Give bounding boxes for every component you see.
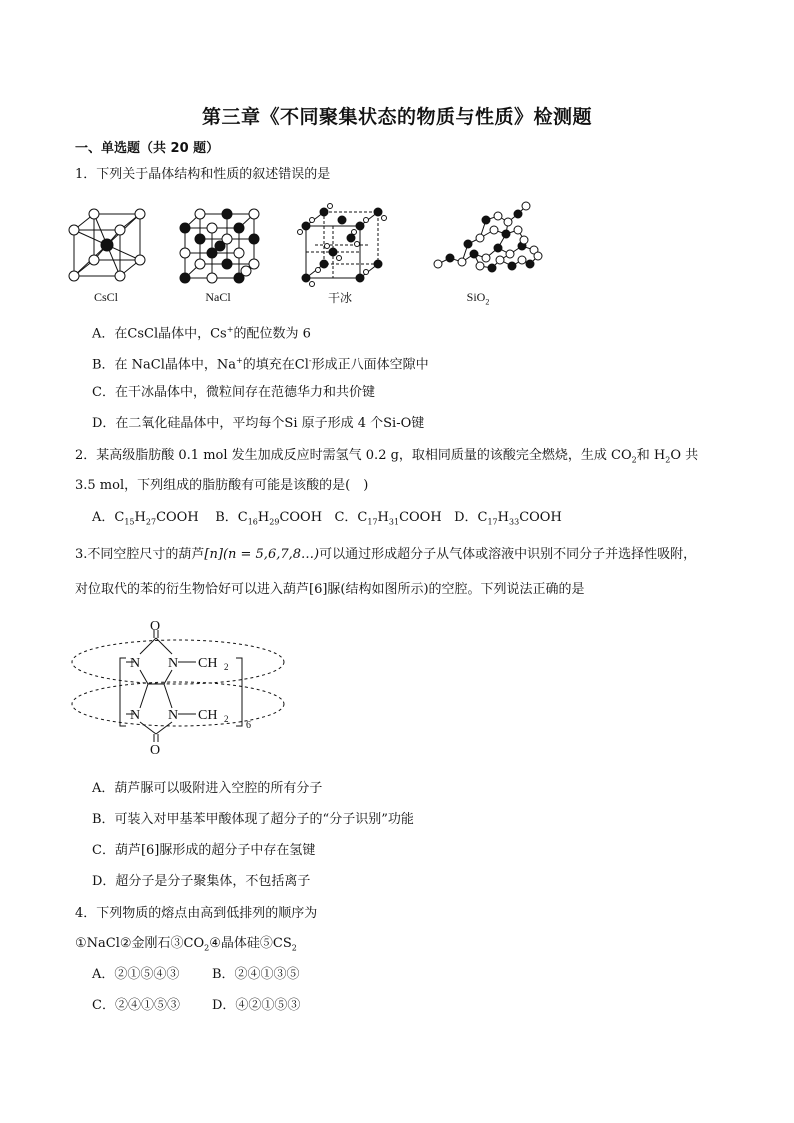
q2-options: [92, 509, 562, 532]
sio2-structure: [434, 202, 542, 272]
crystal-structures-figure: [60, 200, 560, 290]
q1-option-a: A．在CsCl晶体中，Cs+的配位数为 6: [92, 325, 311, 342]
struct-ch2-top: CH: [198, 656, 218, 671]
q2-option-d: D．$C_{17}H_{33}COOH$: [454, 510, 562, 527]
q3-option-d: D．超分子是分子聚集体，不包括离子: [92, 874, 311, 889]
q1-option-c: C．在干冰晶体中，微粒间存在范德华力和共价键: [92, 385, 375, 400]
cucurbituril-structure: [68, 620, 298, 760]
q3-stem-line1: 3.不同空腔尺寸的葫芦[n](n = 5,6,7,8…)可以通过形成超分子从气体或溶液中识别不同分子并选择性吸附，: [75, 547, 697, 562]
struct-ch2-bottom: CH: [198, 708, 218, 723]
q2-option-a: A．$C_{15}H_{27}COOH$: [92, 510, 199, 527]
caption-nacl: NaCl: [205, 290, 231, 304]
q2-stem-line2: 3.5 mol，下列组成的脂肪酸有可能是该酸的是( ): [75, 478, 369, 493]
caption-sio2: SiO$_2$: [466, 290, 490, 307]
q4-option-a: A．②①⑤④③: [92, 967, 180, 982]
struct-n4: N: [168, 708, 179, 723]
dry-ice-structure: [298, 204, 387, 287]
q3-stem-line2: 对位取代的苯的衍生物恰好可以进入葫芦[6]脲(结构如图所示)的空腔。下列说法正确的是: [75, 582, 585, 597]
svg-text:2: 2: [224, 714, 229, 724]
caption-dry-ice: 干冰: [327, 291, 352, 305]
struct-n1: N: [130, 656, 141, 671]
q1-stem: 1．下列关于晶体结构和性质的叙述错误的是: [75, 167, 331, 182]
q4-option-b: B．②④①③⑤: [212, 967, 300, 982]
nacl-structure: [180, 209, 259, 283]
q2-option-c: C．$C_{17}H_{31}COOH$: [334, 510, 442, 527]
section-heading: 一、单选题（共 20 题）: [75, 141, 220, 156]
q1-option-d: D．在二氧化硅晶体中，平均每个Si 原子形成 4 个Si-O键: [92, 416, 425, 431]
q3-option-b: B．可装入对甲基苯甲酸体现了超分子的“分子识别”功能: [92, 812, 414, 827]
q2-stem-line1: 2．某高级脂肪酸 0.1 mol 发生加成反应时需氢气 0.2 g，取相同质量的该酸完全燃烧，生成 $CO_2$和 $H_2O$ 共: [75, 448, 699, 465]
q4-stem: 4．下列物质的熔点由高到低排列的顺序为: [75, 906, 318, 921]
q3-option-a: A．葫芦脲可以吸附进入空腔的所有分子: [92, 781, 323, 796]
struct-o-bottom: O: [150, 743, 161, 758]
q1-option-b: B．在 NaCl晶体中，Na+的填充在Cl-形成正八面体空隙中: [92, 356, 429, 373]
q4-substance-list: ①NaCl②金刚石$③CO_2④$晶体硅$⑤CS_2$: [75, 936, 297, 953]
q2-option-b: B．$C_{16}H_{29}COOH$: [215, 510, 323, 527]
page-title: 第三章《不同聚集状态的物质与性质》检测题: [201, 106, 592, 128]
svg-text:2: 2: [224, 662, 229, 672]
struct-o-top: O: [150, 620, 161, 634]
q4-option-c: C．②④①⑤③: [92, 998, 180, 1013]
struct-n3: N: [130, 708, 141, 723]
q4-option-d: D．④②①⑤③: [212, 998, 301, 1013]
q3-option-c: C．葫芦[6]脲形成的超分子中存在氢键: [92, 843, 316, 858]
struct-subscript-6: 6: [246, 720, 251, 731]
cscl-structure: [69, 209, 145, 281]
caption-cscl: CsCl: [93, 290, 118, 304]
struct-n2: N: [168, 656, 179, 671]
